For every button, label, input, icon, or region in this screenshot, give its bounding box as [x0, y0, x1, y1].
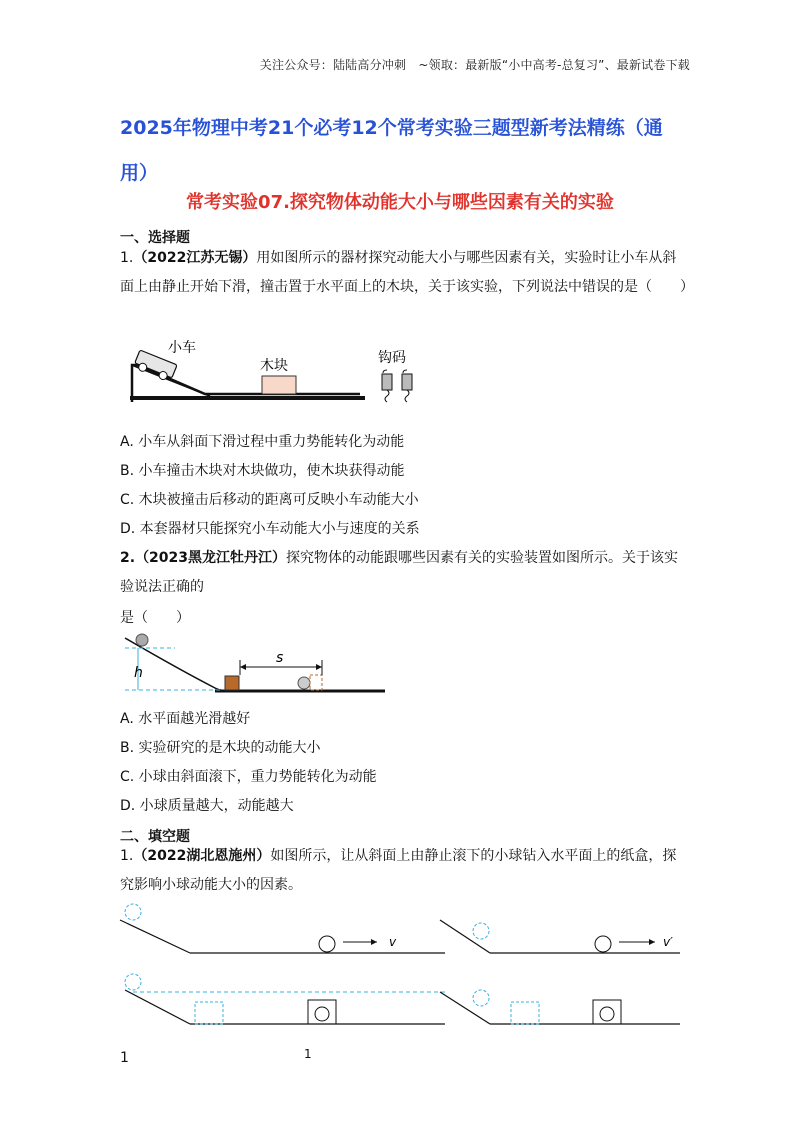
question-1-option-d: D. 本套器材只能探究小车动能大小与速度的关系: [120, 521, 420, 537]
velocity-prime-label: v′: [663, 935, 673, 949]
hook-weight-label: 钩码: [378, 350, 406, 366]
question-2-option-b: B. 实验研究的是木块的动能大小: [120, 740, 321, 756]
cart-label: 小车: [168, 340, 196, 356]
section-heading-fill: 二、填空题: [120, 829, 190, 845]
block-label: 木块: [260, 358, 288, 374]
question-1-text: 用如图所示的器材探究动能大小与哪些因素有关，实验时让小车从斜面上由静止开始下滑，撞击置于水平面上的木块，关于该实验，下列说法中错误的是（ ）: [120, 250, 694, 295]
question-2-option-a: A. 水平面越光滑越好: [120, 711, 251, 727]
question-2-number: 2.: [120, 550, 136, 566]
figure-ball-box: [115, 898, 685, 1038]
footer-page-number-center: 1: [304, 1047, 312, 1061]
question-2-text-continued: 是（ ）: [120, 610, 190, 626]
block-end: [310, 675, 322, 690]
hook-weight-icon: [382, 370, 412, 402]
fill-question-1-source: （2022湖北恩施州）: [133, 848, 271, 864]
document-title: 2025年物理中考21个必考12个常考实验三题型新考法精练（通用）: [120, 117, 663, 184]
question-1-option-b: B. 小车撞击木块对木块做功，使木块获得动能: [120, 463, 405, 479]
question-1: [120, 244, 694, 302]
document-subtitle: 常考实验07.探究物体动能大小与哪些因素有关的实验: [186, 192, 614, 213]
fill-question-1-number: 1.: [120, 848, 134, 864]
question-2: [120, 544, 690, 602]
fill-question-1-text: 如图所示，让从斜面上由静止滚下的小球钻入水平面上的纸盒，探究影响小球动能大小的因素。: [120, 848, 677, 893]
velocity-label: v: [389, 935, 397, 949]
question-2-text: 探究物体的动能跟哪些因素有关的实验装置如图所示。关于该实验说法正确的: [120, 550, 679, 595]
fill-question-1: [120, 842, 690, 900]
ball-icon: [136, 634, 148, 646]
figure-ball-slope: [120, 630, 390, 696]
question-2-source: （2023黑龙江牡丹江）: [135, 550, 287, 566]
block-start: [225, 676, 239, 690]
question-1-number: 1.: [120, 250, 134, 266]
block-shape: [262, 376, 296, 394]
figure-cart-slope: [120, 330, 440, 410]
page-header: 关注公众号：陆陆高分冲刺 ~领取：最新版“小中高考-总复习”、最新试卷下载: [259, 58, 690, 72]
question-2-option-c: C. 小球由斜面滚下，重力势能转化为动能: [120, 769, 377, 785]
question-1-source: （2022江苏无锡）: [133, 250, 257, 266]
question-1-option-a: A. 小车从斜面下滑过程中重力势能转化为动能: [120, 434, 405, 450]
question-2-option-d: D. 小球质量越大，动能越大: [120, 798, 294, 814]
footer-page-number-left: 1: [120, 1050, 129, 1066]
section-heading-choice: 一、选择题: [120, 230, 190, 246]
height-label: h: [134, 665, 143, 681]
distance-label: s: [276, 650, 284, 666]
ball-end-icon: [298, 677, 310, 689]
question-1-option-c: C. 木块被撞击后移动的距离可反映小车动能大小: [120, 492, 419, 508]
